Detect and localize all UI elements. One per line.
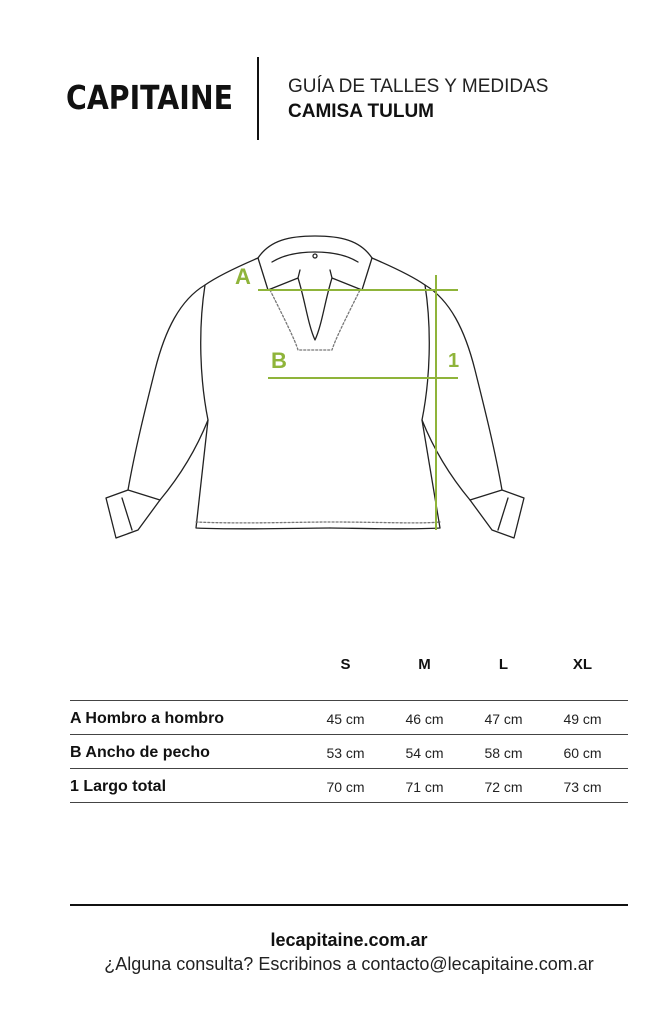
table-cell: 71 cm <box>405 778 444 795</box>
header-divider <box>257 57 259 140</box>
shirt-placket <box>298 278 332 340</box>
row-label: 1 Largo total <box>70 777 167 795</box>
table-cell: 72 cm <box>484 778 523 795</box>
table-cell: 47 cm <box>484 710 523 727</box>
table-cell: 49 cm <box>563 710 602 727</box>
dimension-label-a: A <box>235 264 251 289</box>
row-label: A Hombro a hombro <box>70 709 225 727</box>
shirt-cuff-right <box>470 490 524 538</box>
footer-divider <box>70 904 628 906</box>
table-cell: 60 cm <box>563 744 602 761</box>
table-cell: 54 cm <box>405 744 444 761</box>
size-table <box>70 650 628 803</box>
size-header-l: L <box>498 655 509 673</box>
table-row <box>70 768 628 803</box>
table-cell: 46 cm <box>405 710 444 727</box>
table-cell: 58 cm <box>484 744 523 761</box>
size-header-s: S <box>340 655 351 673</box>
shirt-collar <box>258 236 372 258</box>
shirt-sleeve-left <box>128 285 205 490</box>
shirt-drawing <box>90 225 570 545</box>
table-row <box>70 700 628 734</box>
row-label: B Ancho de pecho <box>70 743 210 761</box>
table-cell: 73 cm <box>563 778 602 795</box>
shirt-body-left <box>196 258 330 529</box>
dimension-label-1: 1 <box>448 350 460 372</box>
contact-text: ¿Alguna consulta? Escribinos a contacto@lecapitaine.com.ar <box>104 954 594 974</box>
guide-title: GUÍA DE TALLES Y MEDIDAS <box>288 76 549 97</box>
size-table-header <box>70 650 628 678</box>
product-title: CAMISA TULUM <box>288 101 434 122</box>
dimension-label-b: B <box>271 348 287 373</box>
website-link[interactable]: lecapitaine.com.ar <box>270 930 428 950</box>
size-header-m: M <box>418 655 431 673</box>
brand-logo: CAPITAINE <box>66 78 233 117</box>
size-header-xl: XL <box>572 655 593 673</box>
table-cell: 70 cm <box>326 778 365 795</box>
shirt-cuff-left <box>106 490 160 538</box>
table-cell: 53 cm <box>326 744 365 761</box>
table-cell: 45 cm <box>326 710 365 727</box>
table-row <box>70 734 628 768</box>
shirt-body-right <box>330 258 440 529</box>
